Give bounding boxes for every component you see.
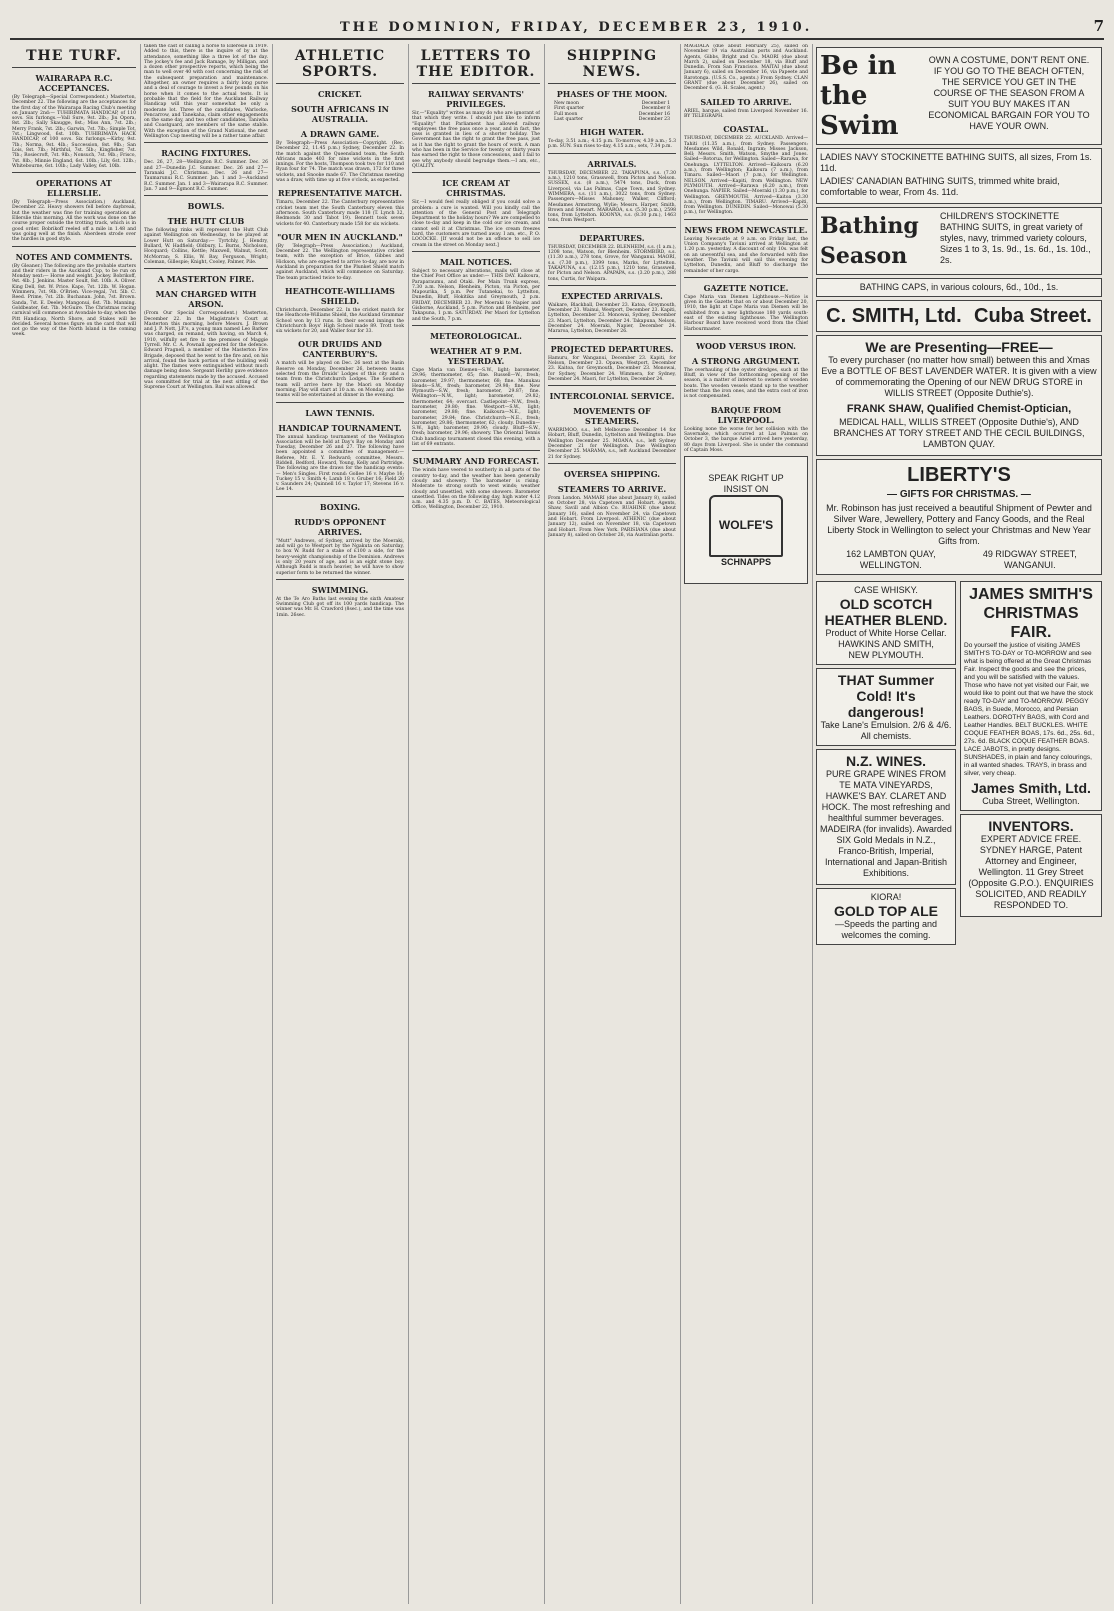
column-shipping	[548, 44, 676, 1604]
article-heading: RAILWAY SERVANTS' PRIVILEGES.	[428, 89, 524, 109]
ad-text: Do yourself the justice of visiting JAMES SMITH'S TO-DAY or TO-MORROW and see what is being offered at the Great Christmas Fair. Inspect the goods and see the prices, and you will be satisfied with the values. Those who have not yet visited our Fair, we would like to point out that we have the stock ready TO-DAY and TO-MORROW. PEGGY BAGS, in Suede, Morocco, and Persian Leathers. DOROTHY BAGS, with Cord and Leather Handles. BELT BUCKLES. WHITE COQUE FEATHER BOAS, 17s. 6d., 25s. 6d., 27s. 6d. BLACK COQUE FEATHER BOAS. LACE JABOTS, in pretty designs. SUNSHADES, in plain and fancy colourings, in all wanted shades. TRAYS, in brass and silver, very cheap.	[964, 642, 1095, 777]
ad-text: OWN A COSTUME, DON'T RENT ONE. IF YOU GO TO THE BEACH OFTEN, THE SERVICE YOU GET IN THE COURSE OF THE SEASON FROM A SUIT YOU BUY MAKES IT AN ECONOMICAL BARGAIN FOR YOU TO HAVE YOUR OWN.	[928, 55, 1090, 131]
article-body: Dec. 26, 27, 28—Wellington R.C. Summer. Dec. 26 and 27—Dunedin J.C. Summer. Dec. 26 and 27—Taranaki J.C. Christmas. Dec. 26 and 27—Taumarunui R.C. Summer. Jan. 1 and 3—Auckland R.C. Summer. Jan. 1 and 3—Wairarapa R.C. Summer. Jan. 7 and 9—Egmont R.C. Summer.	[144, 160, 268, 192]
ad-subheadline: — GIFTS FOR CHRISTMAS. —	[887, 489, 1031, 500]
bathing-season-headline	[820, 211, 940, 271]
section-heading-shipping: SHIPPING NEWS.	[566, 48, 658, 80]
article-body: (By Telegraph—Press Association.) Auckland, December 22. Heavy showers fell before daybreak, but the weather was fine for training operations at Ellerslie this morning. All the work was done on the course proper outside the trotting track, which is in good order. Bobrikoff reeled off a mile in 1.48 and was going well at the finish. Aberdeen strode over the hurdles in good style.	[12, 200, 136, 243]
nz-wines-ad	[816, 749, 956, 885]
article-body: The winds have veered to southerly in all parts of the country to-day, and the weather has been generally cloudy and showery. The barometer is rising. Moderate to strong south to west winds; weather cloudy and unsettled, with some showers. Barometer unsettled. Tides on the following day, high water 4.12 a.m. and 4.35 p.m. D. C. BATES, Meteorological Office, Wellington, December 22, 1910.	[412, 468, 540, 511]
article-subheading: THE HUTT CLUB	[167, 216, 245, 227]
article-subheading: MAN CHARGED WITH ARSON.	[155, 289, 257, 310]
ad-headline: KIORA!	[870, 892, 902, 902]
ad-text: To every purchaser (no matter how small) between this and Xmas Eve a BOTTLE OF BEST LAVENDER WATER. It is given with a view of commemorating the Opening of our NEW DRUG STORE in WILLIS STREET (Opposite Duthie's).	[821, 355, 1097, 398]
article-heading: A MASTERTON FIRE.	[157, 274, 255, 285]
ad-headline-line: Swim	[820, 111, 899, 141]
ad-product: HEATHER BLEND.	[824, 612, 948, 628]
ad-text: Product of White Horse Cellar.	[825, 628, 947, 638]
column-athletic-sports	[276, 44, 404, 1604]
article-heading: EXPECTED ARRIVALS.	[561, 290, 663, 301]
article-heading: DEPARTURES.	[579, 232, 645, 243]
advertiser-name: FRANK SHAW, Qualified Chemist-Optician,	[846, 403, 1072, 415]
ad-column-left	[816, 578, 956, 948]
article-heading: BOWLS.	[187, 201, 225, 212]
ad-headline: We are Presenting—FREE—	[865, 339, 1053, 355]
article-body: ARIEL, barque, sailed from Liverpool November 16. BY TELEGRAPH.	[684, 108, 808, 119]
article-body: Cape Maria van Diemen—S.W., light; barometer, 29.96; thermometer, 65; fine. Russell—W., fresh; barometer, 29.97; thermometer, 68; fine. Manukau Heads—S.W., fresh; barometer, 29.98; fine. New Plymouth—S.W., fresh; barometer, 29.87; fine. Wellington—N.W., light; barometer, 29.82; thermometer, 64; overcast. Castlepoint—N.W., fresh; barometer, 29.80; fine. Westport—S.W., light; barometer, 29.88; fine. Kaikoura—N.E., light; barometer, 29.84; fine. Christchurch—N.E., fresh; barometer, 29.86; thermometer, 62; cloudy. Dunedin—S.W., light; barometer, 29.90; cloudy. Bluff—S.W., fresh; barometer, 29.96; showery. The Oriental Tennis Club handicap tournament closed this evening, with a list of 69 entrants.	[412, 367, 540, 448]
article-heading: PROJECTED DEPARTURES.	[550, 343, 674, 354]
article-body: Christchurch, December 22. In the cricket match for the Heathcote-Williams Shield, the Auckland Grammar School won by 13 runs. In their second innings the Christchurch Boys' High School made 89. Trott took six wickets for 20, and Waller four for 33.	[276, 307, 404, 335]
moon-row: New moon December 1	[554, 101, 670, 106]
article-body: (From Our Special Correspondent.) Masterton, December 22. In the Magistrate's Court at Masterton this morning, before Messrs. J. Brown and J. P. Nott, J.P.'s, a young man named Leo Barker was charged, on remand, with having, on March 4, 1910, wilfully set fire to the premises of Maggie Tyrrell. Mr. C. A. Pownall appeared for the defence. Edward Pragnell, a member of the Masterton Fire Brigade, deposed that he went to the fire and, on his arrival, found the back portion of the building well alight. The flames were extinguished without much damage being done. Sergeant Herlihy gave evidence regarding statements made by the accused. Accused was committed for trial at the next sitting of the Supreme Court at Wellington. Bail was allowed.	[144, 311, 268, 391]
inventors-ad	[960, 814, 1102, 917]
article-heading: NOTES AND COMMENTS.	[15, 251, 133, 262]
article-body: The overhauling of the oyster dredges, such at the Bluff, in view of the forthcoming opening of the season, is a matter of interest to owners of wooden boats. The wooden vessels stand up to the weather better than the iron ones, and the extra cost of iron is not compensated.	[684, 367, 808, 400]
article-body: From London. MAMARI (due about January 8), sailed on October 28, via Capetown and Hobart. Agents, Shaw, Savill and Albion Co. RUAHINE (due about January 16), sailed on November 24, via Capetown and Hobart. From Liverpool. ATHENIC (due about January 12), sailed on November 18, via Capetown and Hobart. From New York. PARISIANA (due about January 8), sailed on October 26, via Australian ports.	[548, 495, 676, 538]
moon-table	[554, 101, 670, 122]
kiora-ale-ad	[816, 888, 956, 945]
ad-headline-line: the	[820, 81, 868, 111]
article-body: Waikare, Blackball, December 23. Katoa, Greymouth, December 23. Wainui, Westport, December 23. Kapiti, Lyttelton, December 23. Monowai, Sydney, December 23. Maori, Lyttelton, December 24. Takapuna, Nelson, December 24. Moeraki, Napier, December 24. Mararoa, Lyttelton, December 26.	[548, 302, 676, 335]
article-heading: GAZETTE NOTICE.	[703, 282, 789, 293]
article-heading: OPERATIONS AT ELLERSLIE.	[36, 178, 112, 199]
article-subheading: HANDICAP TOURNAMENT.	[278, 422, 402, 433]
ad-addresses	[820, 549, 1098, 571]
article-body: Sir,—"Equality" writes as many do who are ignorant of that which they write. I should just like to inform "Equality" that Parliament has allowed railway employees the free pass once a year, and in fact, the pass is granted in lieu of a shorter holiday. The Government has the right to grant the free pass, just as it has the right to grant the hours of work. A man who has been in the Service for twenty or thirty years has earned the right to those concessions, and I fail to see why anybody should begrudge them.—I am, etc., QUALITY.	[412, 111, 540, 169]
c-smith-ad	[816, 300, 1102, 332]
article-subheading: RUDD'S OPPONENT ARRIVES.	[294, 516, 386, 537]
article-heading: BARQUE FROM LIVERPOOL.	[710, 404, 782, 425]
ad-headline: JAMES SMITH'S CHRISTMAS FAIR.	[969, 586, 1093, 641]
article-body: Hamuru, for Wanganui, December 23. Kapiti, for Nelson, December 23. Opawa, Westport, December 23. Kaitoa, for Greymouth, December 23. Monowai, for Sydney, December 24. Wimmera, for Sydney, December 24. Maori, for Lyttelton, December 24.	[548, 355, 676, 382]
article-heading: INTERCOLONIAL SERVICE.	[549, 391, 675, 402]
advertiser-address: MEDICAL HALL, WILLIS STREET (Opposite Duthie's), AND BRANCHES AT TORY STREET AND THE CECIL BUILDINGS, LAMBTON QUAY.	[833, 417, 1085, 449]
ad-headline-line: Season	[820, 243, 908, 269]
ad-text: INSIST ON	[723, 483, 769, 494]
article-body: "Mutt" Andrews, of Sydney, arrived by the Moeraki, and will go to Westport by the Ngakuta on Saturday, to box W. Rudd for a stake of £100 a side, for the heavy-weight championship of the Dominion. Andrews is only 20 years of age, and is an eight stone boy. Although Rudd is much heavier, he will have to show superior form to be returned the winner.	[276, 538, 404, 576]
bathing-caps-ad: BATHING CAPS, in various colours, 6d., 10d., 1s.	[816, 278, 1102, 297]
ad-brand: WOLFE'S	[718, 517, 774, 532]
wolfes-schnapps-ad	[684, 456, 808, 584]
article-heading: LAWN TENNIS.	[305, 407, 375, 418]
article-body: A match will be played on Dec. 26 next at the Basin Reserve on Monday, December 26, between teams selected from the Druids' Lodges of this city and a team from the Christchurch Lodges. The Southern team will arrive here by the Maori on Monday morning. Play will start at 10 a.m. on Monday, and the teams will be entertained at dinner in the evening.	[276, 361, 404, 399]
article-heading: HEATHCOTE-WILLIAMS SHIELD.	[285, 285, 395, 306]
ad-product: OLD SCOTCH	[839, 596, 933, 612]
moon-row: First quarter December 8	[554, 106, 670, 112]
ad-item: LADIES' CANADIAN BATHING SUITS, trimmed white braid, comfortable to wear, From 4s. 11d.	[820, 176, 1060, 197]
article-body: Timaru, December 22. The Canterbury representative cricket team met the South Canterbury eleven this afternoon. South Canterbury made 118 (T. Lynch 32, Redmonds 30 and Tabot 19). Bennett took seven wickets for 40. Canterbury made 158 for six wickets.	[276, 200, 404, 227]
article-heading: PHASES OF THE MOON.	[556, 89, 668, 99]
swim-ad	[816, 47, 1102, 145]
article-heading: SUMMARY AND FORECAST.	[412, 456, 540, 467]
moon-row: Full moon December 16	[554, 111, 670, 117]
advertiser-name: James Smith, Ltd.	[971, 780, 1091, 796]
article-heading: COASTAL.	[723, 124, 769, 135]
advertiser-address: Cuba Street.	[974, 305, 1092, 327]
article-heading: ICE CREAM AT CHRISTMAS.	[442, 178, 510, 199]
article-body: THURSDAY, DECEMBER 22. TAKAPUNA, s.s. (7.30 a.m.), 1210 tons, Grasswell, from Picton and Nelson. SUSSEX, s.s. (8 a.m.), 5474 tons, Duck, from Liverpool, via Las Palmas, Cape Town, and Sydney. WIMMERA, s.s. (11 a.m.), 3022 tons, from Sydney. Passengers—Misses Mahoney, Walker, Clifford; Mesdames Armstrong, Wylie; Messrs. Harper, Smith, Brown and Stewart. MARAROA, s.s. (5.30 p.m.), 2598 tons, from Lyttelton. KOONYA, s.s. (8.30 p.m.), 1463 tons, from Westport.	[548, 170, 676, 224]
ad-headline: N.Z. WINES.	[845, 753, 927, 769]
article-body: Sir,—I would feel really obliged if you could solve a problem: a cure is wanted. Will you kindly call the attention of the General Post and Telegraph Department to the holiday hours? We are compelled to close to-day and keep in the cold our ice cream, and cannot sell it at Christmas. The ice cream freezes hard, the customers are turned away. I am, etc., P. O. LOCOCKE. [If would not be an offence to sell ice cream in the street on Monday next.]	[412, 200, 540, 248]
article-heading: MAIL NOTICES.	[440, 256, 512, 267]
ad-headline-line: Be in	[820, 51, 897, 81]
article-body: (By Telegraph—Press Association.) Auckland, December 22. The Wellington representative cricket team, with the exception of Brice, Gibbes and Hickson, who are expected to arrive to-day, are now in Auckland in preparation for the Plunket Shield match against Auckland, which will commence on Saturday. The team practised twice to-day.	[276, 243, 404, 281]
ad-text: SPEAK RIGHT UP	[708, 472, 784, 483]
advertiser-address: 162 LAMBTON QUAY, WELLINGTON.	[846, 549, 936, 570]
article-subheading: SOUTH AFRICANS IN AUSTRALIA.	[291, 104, 389, 124]
article-body: WARRIMOO, s.s., left Melbourne December 14 for Hobart, Bluff, Dunedin, Lyttelton and Wellington. Due Wellington December 25. MOANA, s.s., left Sydney December 21 for Wellington. Due Wellington December 25. MARAMA, s.s., left Auckland December 21 for Sydney.	[548, 428, 676, 460]
article-body: The following rinks will represent the Hutt Club against Wellington on Wednesday, to be played at Lower Hutt on Saturday:— Tyrtchly, J. Hendry, Bullard, W. Hadfield; Oldbury, L. Burns, Nicholson, Hocquard; Collins, Kettle; Maxwell, Walnut, Scott, McMorran; S. Ellis, W. Bay, Ferguson, Wright; Coleman, Gillespie; Knight, Cooley, Palmer, Pile.	[144, 228, 268, 265]
advertiser-address: Cuba Street, Wellington.	[982, 796, 1080, 806]
ad-headline-line: Bathing	[820, 213, 919, 239]
article-body: THURSDAY, DECEMBER 22. AUCKLAND. Arrived—Tahiti (11.35 a.m.), from Sydney. Passengers: Mesdames Wild, Ronald, Ingram; Misses Jackson, Bell; Messrs. Smith, Watson, Smythe and Jones. Sailed—Rotorua, for Wellington. Sailed—Rarawa, for Onehunga. LYTTELTON. Arrived—Kaikoura (6.20 a.m.), from Wellington; Kaikoura (7 a.m.), from Timaru. Sailed—Maori (7 p.m.), for Wellington. NELSON. Arrived—Kapiti, from Wellington. NEW PLYMOUTH. Arrived—Rarawa (6.20 a.m.), from Onehunga. NAPIER. Sailed—Moeraki (1.30 p.m.), for Wellington. GREYMOUTH. Arrived—Kaitoa (3.30 a.m.), from Wellington. TIMARU. Arrived—Kapiti, from Wellington. DUNEDIN. Sailed—Monowai (5.30 p.m.), for Wellington.	[684, 136, 808, 216]
ad-text: PURE GRAPE WINES FROM TE MATA VINEYARDS, HAWKE'S BAY. CLARET AND HOCK. The most refreshing and healthful summer beverages. MADEIRA (for invalids). Awarded SIX Gold Medals in N.Z., Franco-British, Imperial, International and Japan-British Exhibitions.	[820, 769, 952, 878]
article-body: MAGDALA (due about February 25), sailed on November 19 via Australian ports and Auckland. Agents, Gibbs, Bright and Co. MAORI (due about March 2), sailed on December 18, via Bluff and Dunedin. From San Francisco. MAITAI (due about January 6), sailed on December 16, via Papeete and Rarotonga. (U.S.S. Co., agents.) From Sydney. CLAN GRANT (due about December 26), sailed on December 6. (G. H. Scales, agent.)	[684, 44, 808, 92]
james-smith-fair-ad	[960, 581, 1102, 811]
article-heading: ARRIVALS.	[587, 158, 637, 169]
section-heading-turf: THE TURF.	[26, 48, 122, 64]
ad-headline: CASE WHISKY.	[854, 585, 918, 595]
ad-text: EXPERT ADVICE FREE. SYDNEY HARGE, Patent Attorney and Engineer, Wellington. 11 Grey Street (Opposite G.P.O.). ENQUIRIES SOLICITED, AND READILY RESPONDED TO.	[968, 834, 1094, 910]
article-heading: CRICKET.	[318, 89, 362, 99]
article-body: Leaving Newcastle at 9 a.m. on Friday last, the Union Company's Taviuni arrived at Wellington at 1.20 p.m. yesterday. A discount of only 10s. was felt on an uneventful sea, and she forwarded with fine weather. The Taviuni will sail this evening for Lyttelton, Dunedin, and Bluff to discharge the remainder of her cargo.	[684, 236, 808, 274]
article-body: Subject to necessary alterations, mails will close at the Chief Post Office as under:— THIS DAY. Kaikoura, Paraparaumu, and Otaki. Per Main Trunk express, 7.30 a.m. Nelson, Blenheim, Picton, via Picton, per Mapourika, 5 p.m. Per Tutanekai, to Lyttelton, Dunedin, Bluff, Hokitika and Greymouth, 2 p.m. FRIDAY, DECEMBER 23. Per Moeraki to Napier and Gisborne, Auckland, 5 p.m. Picton and Blenheim, per Takapuna, 1 p.m. SATURDAY. Per Maori for Lyttelton and the South, 7 p.m.	[412, 268, 540, 322]
column-letters	[412, 44, 540, 1604]
libertys-ad	[816, 459, 1102, 575]
advertiser-name: LIBERTY'S	[907, 464, 1011, 486]
article-body: At the Te Aro Baths last evening the sixth Amateur Swimming Club got off its 100 yards handicap. The winner was Mr. H. Crawford (8sec.), and the time was 1min. 26sec.	[276, 596, 404, 618]
frank-shaw-ad	[816, 335, 1102, 456]
schnapps-bottle-icon	[709, 495, 783, 557]
section-heading-letters: LETTERS TO THE EDITOR.	[416, 48, 536, 80]
column-turf-continued	[144, 44, 268, 1604]
article-heading: RACING FIXTURES.	[161, 148, 251, 159]
column-advertisements	[816, 44, 1102, 1604]
page-number: 7	[1093, 17, 1104, 35]
ad-text: CHILDREN'S STOCKINETTE BATHING SUITS, in great variety of styles, navy, trimmed variety colours, Sizes 1 to 3, 1s. 9d., 1s. 6d., 1s. 10d., 2s.	[940, 211, 1091, 265]
article-heading: "OUR MEN IN AUCKLAND."	[277, 231, 403, 242]
ad-column-right	[960, 578, 1102, 948]
article-heading: WAIRARAPA R.C. ACCEPTANCES.	[35, 73, 113, 93]
article-body: taken the cast of calling a horse to Elleresie in 1919. Added to this, there is the inquire of by at the attendance, something like a three lot of the day. The jockey's fee and Jack Ramage, by Milligan, and a dozen other prospective reports, which being the man to well over 40 with cost concerning the risk of the subsequent preparation and maintenance. Altogether, an owner requires a fairly long purse and a deal of courage to invest a few pounds on his horse when it comes to the actual tests. It is probable that the field for the Auckland Railway Handicap will this year somewhat be only a moderate lot. Three of the candidates, Warlocke, Pencarrow, and Tanekaha, claim other engagements on the same day, and two other candidates, Taniwha and Coastguard, are members of the same stable. With the exception of the Grand National, the next Wellington Cup meeting will be a rather tame affair.	[144, 44, 268, 140]
article-body: Looking none the worse for her collision with the Savernake, which occurred at Las Palmas on October 3, the barque Ariel arrived here yesterday, 80 days from Liverpool. She is under the command of Captain Moss.	[684, 426, 808, 453]
masthead	[10, 6, 1104, 40]
ad-product: SCHNAPPS	[720, 556, 771, 567]
ad-item: LADIES NAVY STOCKINETTE BATHING SUITS, all sizes, From 1s. 11d.	[820, 152, 1092, 173]
article-subheading: WEATHER AT 9 P.M. YESTERDAY.	[430, 345, 522, 366]
article-body: (By Gleaner.) The following are the probable starters and their riders in the Auckland Cup, to be run on Monday next:— Horse and weight. Jockey. Bobrikoff, 9st. 4lb. J. Jenkins. Master Soult, 8st. 10lb. A. Oliver. King Dell, 8st. W. Price. Kapo, 7st. 12lb. W. Hogan. Wimmera, 7st. 9lb. O'Brien. Vice-regal, 7st. 5lb. C. Reed. Prime, 7st. 2lb. Buchanan. John, 7st. Brown. Sanda, 7st. E. Deeley. Mangonui, 6st. 7lb. Manning. Goldbeater, 6st. 7lb. McGuire. The Christmas racing carnival will commence at Avondale to-day, when the Pitt Handicap, North Shore, and Stakes will be decided. Several horses figure on the card that will not go the way of the North Island in the coming week.	[12, 263, 136, 338]
article-heading: OVERSEA SHIPPING.	[563, 468, 661, 479]
ad-text: Mr. Robinson has just received a beautiful Shipment of Pewter and Silver Ware, Jewellery, Pottery and Fancy Goods, and the Real Liberty Stock in Wellington to select your Christmas and New Year Gifts from.	[826, 503, 1092, 546]
ad-product: GOLD TOP ALE	[834, 903, 938, 919]
article-subheading: A DRAWN GAME.	[300, 129, 380, 139]
lanes-emulsion-ad	[816, 668, 956, 746]
article-heading: HIGH WATER.	[579, 127, 645, 138]
advertiser-address: NEW PLYMOUTH.	[848, 650, 924, 660]
article-body: Cape Maria van Diemen Lighthouse.—Notice is given in the Gazette that on or about December 20, 1910, the light at Cape Maria van Diemen will be exhibited from a new lighthouse 180 yards south-east of the existing lighthouse. The Wellington Harbour Board have received word from the Chief Harbourmaster.	[684, 294, 808, 332]
article-heading: METEOROLOGICAL.	[430, 330, 522, 341]
article-heading: WOOD VERSUS IRON.	[696, 340, 796, 351]
article-subheading: A STRONG ARGUMENT.	[692, 355, 800, 366]
bathing-suits-ad	[816, 148, 1102, 204]
article-body: THURSDAY, DECEMBER 22. BLENHEIM, s.s. (1 a.m.), 1208 tons, Watson, for Blenheim. STORMBIRD, s.s. (11.30 a.m.), 278 tons, Grove, for Wanganui. MAORI, s.s. (7.30 p.m.), 3399 tons, Marks, for Lyttelton. TAKAPUNA, s.s. (12.15 p.m.), 1210 tons, Grasswell, for Picton and Nelson. APAPAPA, s.s. (3.20 p.m.), 288 tons, Curtis, for Waipara.	[548, 244, 676, 282]
article-body: (By Telegraph—Special Correspondent.) Masterton, December 22. The following are the acceptances for the first day of the Wairarapa Racing Club's meeting on January 2nd:— TUHIRIMATA HANDICAP, of 110 sovs. Six furlongs.—Vall Sure, 9st. 2lb.; Jiu Opora, 8st. 2lb.; Sally Skaugge, 8st.; Miss Ann, 7st. 2lb.; Merry Frank, 7st. 2lb.; Garwin, 7st. 7lb.; Simple Tot, 7st.; Lingwood, 6st. 10lb. TUHIRIMATA HACK HANDICAP, of 100 sovs. Six furlongs.—Kirby, 9st. 7lb.; Norma, 9st. 4lb.; Succession, 8st. 9lb.; San Lois, 8st. 7lb.; Mirthful, 7st. 5lb.; Kingfisher, 7st. 7lb.; Rosiecroft, 7st. 9lb.; Nonsuch, 7st. 9lb.; Frisco, 7st. 8lb.; Minnie England, 6st. 10lb.; Lily, 6st. 12lb.; Whitebourne, 6st. 10lb.; Lady Valley, 6st. 10lb.	[12, 95, 136, 169]
masthead-title: THE DOMINION, FRIDAY, DECEMBER 23, 1910.	[340, 20, 813, 35]
section-heading-athletic: ATHLETIC SPORTS.	[294, 48, 386, 80]
article-heading: SAILED TO ARRIVE.	[700, 96, 792, 107]
ad-text: —Speeds the parting and welcomes the coming.	[834, 919, 938, 940]
case-whisky-ad	[816, 581, 956, 665]
article-subheading: STEAMERS TO ARRIVE.	[557, 483, 667, 494]
article-heading: OUR DRUIDS AND CANTERBURY'S.	[298, 339, 382, 360]
swim-ad-headline	[820, 51, 920, 141]
article-heading: REPRESENTATIVE MATCH.	[277, 188, 403, 199]
article-subheading: MOVEMENTS OF STEAMERS.	[573, 406, 651, 427]
ad-headline: INVENTORS.	[988, 818, 1074, 834]
article-heading: SWIMMING.	[311, 584, 369, 595]
column-turf	[12, 44, 136, 1604]
ad-headline: THAT Summer Cold! It's dangerous!	[837, 672, 935, 720]
advertiser-name: HAWKINS AND SMITH,	[838, 639, 934, 649]
article-heading: NEWS FROM NEWCASTLE.	[684, 224, 808, 235]
article-body: To-day, 3.51 a.m.; 4.15 p.m. To-morrow, 4.39 a.m.; 5.3 p.m. SUN. Sun rises to-day, 4.15 a.m.; sets, 7.34 p.m.	[548, 139, 676, 150]
ad-text: Take Lane's Emulsion. 2/6 & 4/6. All chemists.	[820, 720, 952, 741]
advertiser-name: C. SMITH, Ltd.	[826, 305, 962, 327]
bathing-season-ad	[816, 207, 1102, 275]
column-shipping-continued	[684, 44, 808, 1604]
advertiser-address: 49 RIDGWAY STREET, WANGANUI.	[982, 549, 1077, 570]
article-heading: BOXING.	[319, 501, 361, 512]
ad-row	[816, 578, 1102, 948]
article-body: The annual handicap tournament of the Wellington Association will be held at Day's Bay on Monday and Tuesday, December 26 and 27. The following have been appointed a committee of management:—Referee, Mr. E. Y. Redward; committee, Messrs. Riddell, Bedford, Howard, Young, Kelly and Partridge. The following are the draws for the handicap events:— Men's Singles. First round: Gollee 16 v. Maybe 16; Tuckey 15 v. Smith 4; Lamb 18 v. Gruber 16; Field 20 v. Saunders 24; Quinnell 16 v. Taylor 17; Stevens 16 v. Lee 14.	[276, 434, 404, 493]
moon-row: Last quarter December 23	[554, 116, 670, 122]
article-body: By Telegraph—Press Association—Copyright. (Rec. December 22, 11.45 p.m.) Sydney, December 22. In the match against the Queensland team, the South Africans made 403 for nine wickets in the first innings. For the hosts, Thompson took two for 110 and Ryan four for 74. The match was drawn, 172 for three wickets, and Snooke made 67. The Christmas meeting was a draw, with time up at five o'clock, as expected.	[276, 141, 404, 184]
